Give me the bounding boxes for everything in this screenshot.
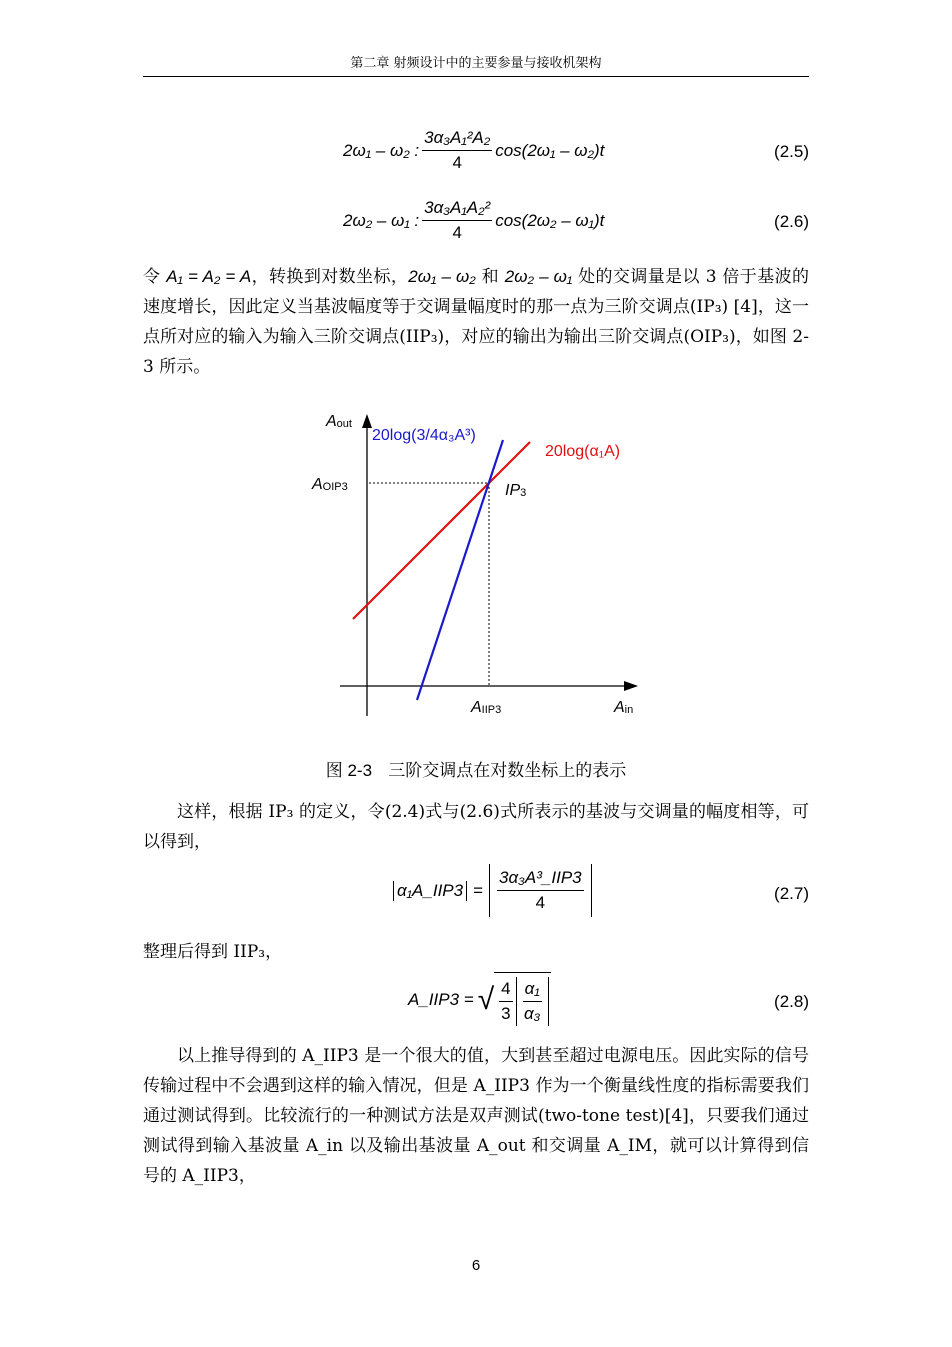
third-order-line <box>417 440 503 700</box>
equation-2-7: α₁A_IIP3 = $\frac{\text{3α₃A³\_IIP3}}{4}$ (2.7) <box>143 862 809 924</box>
paragraph-rearrange: 整理后得到 IIP₃， <box>143 942 283 962</box>
page-number: 6 <box>471 1257 481 1274</box>
eq25-tail: cos(2ω₁ – ω₂)t <box>495 140 605 160</box>
eq28-sqrt: √ $\frac{4}{3}$ $\frac{\text{α₁}}{\text{α₃}}$ <box>478 972 551 1028</box>
paragraph-ip3-definition <box>143 262 809 382</box>
figure-caption <box>0 756 952 781</box>
eq25-fraction <box>422 128 492 173</box>
y-axis-label: Aout <box>326 413 352 430</box>
para1-math-1: A₁ = A₂ = A <box>166 267 252 286</box>
x-axis-label: Ain <box>614 699 634 716</box>
eq25-denominator: 4 <box>452 153 462 172</box>
fundamental-line <box>353 442 530 619</box>
eq27-lhs: α₁A_IIP3 <box>393 881 467 901</box>
eq26-lhs: 2ω₂ – ω₁ : <box>343 210 420 230</box>
ip3-point-label: IP3 <box>505 482 527 499</box>
caption-fig-no: 图 2-3 <box>325 761 373 780</box>
para1-text-1: 令 <box>143 267 167 287</box>
y-axis-arrow-icon <box>362 414 372 428</box>
equation-2-8 <box>143 970 809 1034</box>
eq28-frac-den: 3 <box>501 1004 511 1023</box>
running-header: 第二章 射频设计中的主要参量与接收机架构 <box>350 56 602 71</box>
oip3-label: AOIP3 <box>312 476 348 493</box>
eq26-number: (2.6) <box>774 212 809 231</box>
paragraph-two-tone-test: 以上推导得到的 A_IIP3 是一个很大的值，大到甚至超过电源电压。因此实际的信号传输过程中不会遇到这样的输入情况，但是 A_IIP3 作为一个衡量线性度的指标需要我们通过测试得到。比较流行的一种测试方法是双声测试(two-tone test)[4]，只要我们通过测试得到输入基波量 A_in 以及输出基波量 A_out 和交调量 A_IM，就可以计算得到信号的 A_IIP3， <box>143 1046 809 1186</box>
iip3-label: AIIP3 <box>471 699 502 716</box>
eq27-number: (2.7) <box>774 884 809 903</box>
figure-ip3-log-plot <box>300 405 660 725</box>
eq25-number: (2.5) <box>774 142 809 161</box>
para1-text-2: ，转换到对数坐标， <box>251 267 409 287</box>
para1-math-3: 2ω₂ – ω₁ <box>504 267 573 286</box>
eq25-numerator: 3α₃A₁²A₂ <box>422 128 492 151</box>
eq28-frac-num: 4 <box>499 979 512 1002</box>
eq26-tail: cos(2ω₂ – ω₁)t <box>495 210 605 230</box>
eq28-lhs: A_IIP3 = <box>408 990 474 1009</box>
x-axis-arrow-icon <box>624 681 638 691</box>
para1-math-2: 2ω₁ – ω₂ <box>408 267 476 286</box>
fundamental-label: 20log(α₁A) <box>545 443 621 460</box>
eq28-abs-num: α₁ <box>523 979 542 1002</box>
eq26-fraction <box>422 198 492 243</box>
header-rule <box>143 76 809 77</box>
caption-text: 三阶交调点在对数坐标上的表示 <box>388 761 627 781</box>
para1-text-3: 和 <box>475 267 505 287</box>
eq27-denominator: 4 <box>535 893 546 912</box>
equation-2-5 <box>143 128 809 184</box>
eq27-fraction <box>497 868 584 913</box>
eq27-numerator: 3α₃A³_IIP3 <box>497 868 584 891</box>
paragraph-equal-amplitude: 这样，根据 IP₃ 的定义，令(2.4)式与(2.6)式所表示的基波与交调量的幅度相等，可以得到， <box>143 802 809 852</box>
eq25-lhs: 2ω₁ – ω₂ : <box>343 140 420 160</box>
eq26-denominator: 4 <box>452 223 462 242</box>
eq28-number: (2.8) <box>774 992 809 1011</box>
equation-2-6 <box>143 198 809 254</box>
eq26-numerator: 3α₃A₁A₂² <box>422 198 492 221</box>
eq28-abs-den: α₃ <box>523 1004 541 1023</box>
third-order-label: 20log(3/4α₃A³) <box>372 427 476 444</box>
para1-text-4: 处的交调量是以 3 倍于基波的速度增长，因此定义当基波幅度等于交调量幅度时的那一点为三阶交调点(IP₃) [4]，这一点所对应的输入为输入三阶交调点(IIP₃)，对应的输出为输出三阶交调点(OIP₃)，如图 2-3 所示。 <box>143 267 810 377</box>
